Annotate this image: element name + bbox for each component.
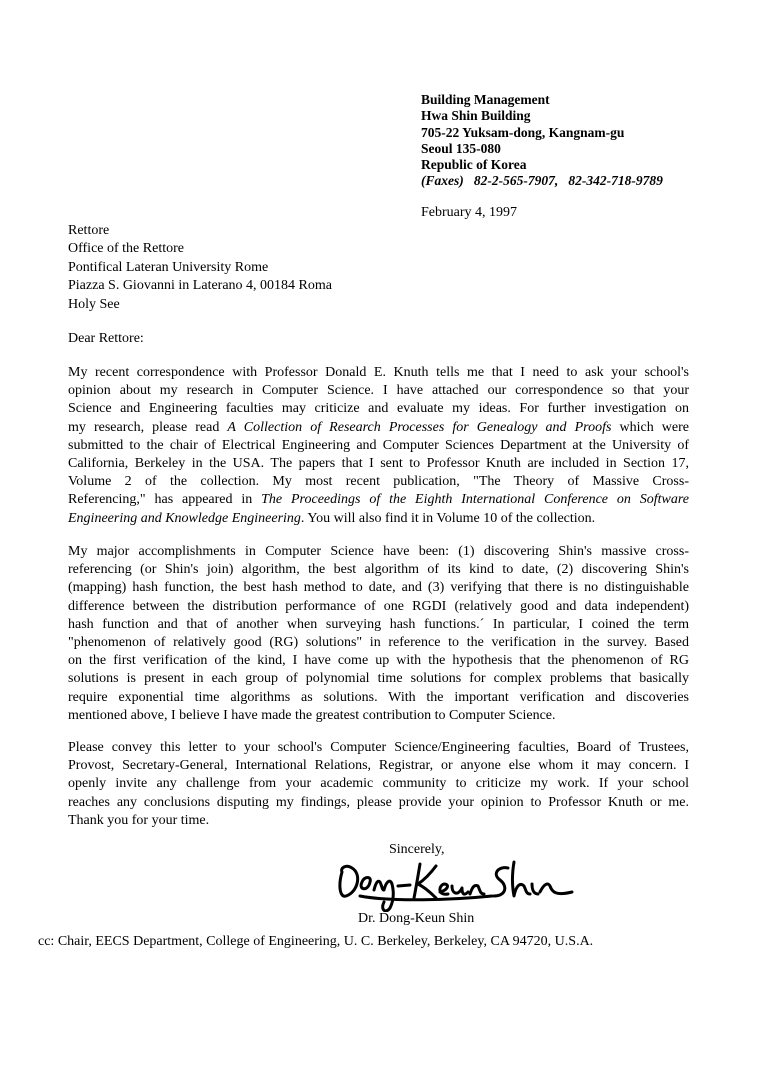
- sender-fax-line: [421, 173, 663, 189]
- sender-line: Seoul 135-080: [421, 140, 501, 156]
- recipient-line: Pontifical Lateran University Rome: [68, 259, 269, 275]
- paragraph-line: referencing (or Shin's join) algorithm, the best algorithm of its kind to date, (2) discovering Shin's: [68, 562, 689, 578]
- sender-line: Building Management: [421, 92, 550, 107]
- text-run: which were: [611, 419, 689, 435]
- paragraph-line: Please convey this letter to your school's Computer Science/Engineering faculties, Board of Trustees,: [68, 740, 689, 755]
- proceedings-title-cont: Engineering and Knowledge Engineering: [68, 510, 301, 526]
- cc-line: cc: Chair, EECS Department, College of Engineering, U. C. Berkeley, Berkeley, CA 94720, U.S.A.: [38, 934, 594, 949]
- letter-date: February 4, 1997: [421, 205, 518, 220]
- recipient-line: Holy See: [68, 296, 120, 312]
- paragraph-line: on the first verification of the kind, I have come up with the hypothesis that the phenomenon of RG: [68, 653, 689, 669]
- book-title: A Collection of Research Processes for Genealogy and Proofs: [227, 419, 612, 435]
- proceedings-title: The Proceedings of the Eighth International Conference on Software: [261, 492, 689, 508]
- sender-address-block: [421, 92, 663, 190]
- text-run: Referencing," has appeared in: [68, 492, 262, 508]
- paragraph-line: Thank you for your time.: [68, 812, 210, 828]
- paragraph-line: [68, 510, 689, 528]
- paragraph-line: Science and Engineering faculties may criticize and evaluate my ideas. For further investigation on: [68, 401, 689, 417]
- recipient-address-block: [68, 222, 332, 314]
- paragraph-line: difference between the distribution performance of one RGDI (relatively good and data independent): [68, 598, 689, 614]
- paragraph-line: opinion about my research in Computer Science. I have attached our correspondence so that your: [68, 383, 689, 399]
- paragraph-line: Volume 2 of the collection. My most recent publication, "The Theory of Massive Cross-: [68, 474, 689, 490]
- recipient-line: Office of the Rettore: [68, 241, 184, 257]
- paragraph-line: (mapping) hash function, the best hash method to date, and (3) verifying that there is no distinguishable: [68, 580, 689, 596]
- paragraph-line: Provost, Secretary-General, International Relations, Registrar, or anyone else whom it may concern. I: [68, 758, 689, 774]
- paragraph-line: My major accomplishments in Computer Science have been: (1) discovering Shin's massive cross-: [68, 544, 689, 559]
- signer-name: Dr. Dong-Keun Shin: [358, 911, 475, 926]
- sender-line: 705-22 Yuksam-dong, Kangnam-gu: [421, 124, 625, 140]
- paragraph-line: mentioned above, I believe I have made the greatest contribution to Computer Science.: [68, 707, 556, 723]
- sender-line: Hwa Shin Building: [421, 108, 531, 124]
- sender-line: Republic of Korea: [421, 157, 527, 173]
- paragraph-line: require exponential time algorithms as solutions. With the important verification and discoveries: [68, 689, 689, 705]
- paragraph-line: My recent correspondence with Professor Donald E. Knuth tells me that I need to ask your school's: [68, 365, 689, 380]
- paragraph-line: submitted to the chair of Electrical Engineering and Computer Sciences Department at the University of: [68, 437, 689, 453]
- paragraph-line: California, Berkeley in the USA. The papers that I sent to Professor Knuth are included in Section 17,: [68, 456, 689, 472]
- paragraph-line: "phenomenon of relatively good (RG) solutions" in reference to the verification in the survey. Based: [68, 635, 689, 651]
- handwritten-signature: [332, 852, 582, 912]
- text-run: . You will also find it in Volume 10 of the collection.: [300, 510, 596, 526]
- paragraph-line: [68, 491, 689, 509]
- paragraph-line: reaches any conclusions disputing my findings, please provide your opinion to Professor Knuth or me.: [68, 794, 689, 810]
- paragraph-line: solutions is present in each group of polynomial time solutions for complex problems that basically: [68, 671, 689, 687]
- paragraph-1: [68, 364, 689, 528]
- text-run: my research, please read: [68, 419, 228, 435]
- recipient-line: Rettore: [68, 223, 110, 238]
- paragraph-3: [68, 739, 689, 830]
- closing: Sincerely,: [389, 842, 445, 857]
- paragraph-2: [68, 543, 689, 725]
- salutation: Dear Rettore:: [68, 331, 144, 346]
- paragraph-line: openly invite any challenge from your academic community to criticize my work. If your school: [68, 776, 689, 792]
- fax-number-2: 82-342-718-9789: [568, 173, 663, 189]
- recipient-line: Piazza S. Giovanni in Laterano 4, 00184 Roma: [68, 278, 332, 294]
- fax-label: (Faxes): [421, 173, 464, 189]
- paragraph-line: [68, 419, 689, 437]
- paragraph-line: hash function and that of another when surveying hash functions.´ In particular, I coined the term: [68, 616, 689, 632]
- fax-number-1: 82-2-565-7907,: [473, 173, 559, 189]
